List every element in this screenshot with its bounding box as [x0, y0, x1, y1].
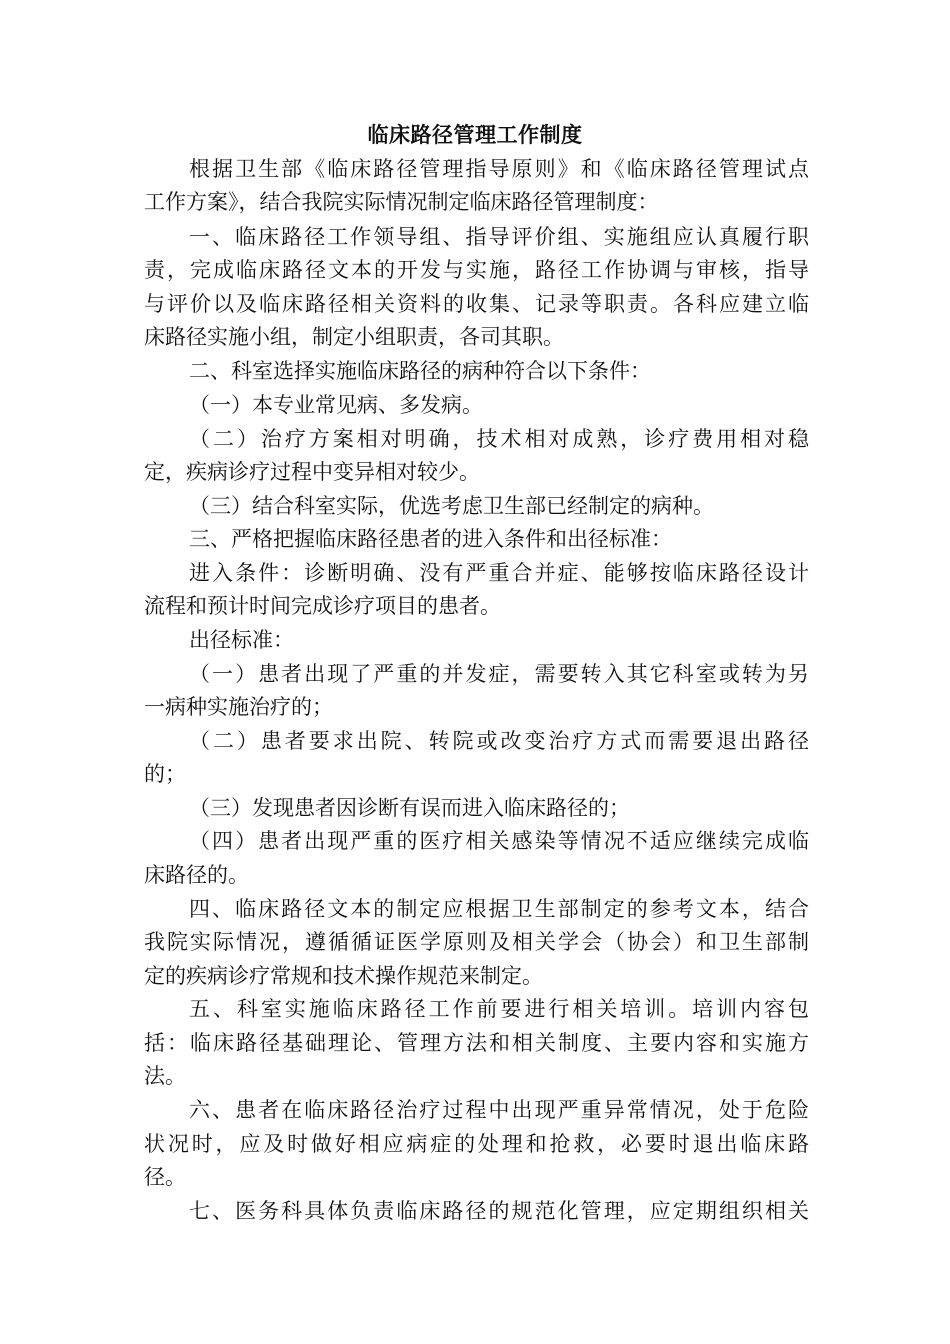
paragraph-line: 定的疾病诊疗常规和技术操作规范来制定。	[144, 964, 543, 988]
paragraph-line: 工作方案》，结合我院实际情况制定临床路径管理制度：	[144, 190, 659, 214]
paragraph-line: （二）治疗方案相对明确，技术相对成熟，诊疗费用相对稳	[189, 427, 809, 451]
paragraph-line: 根据卫生部《临床路径管理指导原则》和《临床路径管理试点	[189, 157, 809, 181]
paragraph-line: 五、科室实施临床路径工作前要进行相关培训。培训内容包	[189, 997, 809, 1021]
paragraph-line: 床路径实施小组，制定小组职责，各司其职。	[144, 325, 564, 349]
paragraph-line: 状况时，应及时做好相应病症的处理和抢救，必要时退出临床路	[144, 1132, 809, 1156]
paragraph-line: 出径标准：	[189, 628, 294, 652]
paragraph-line: 床路径的。	[144, 863, 249, 887]
paragraph-line: （二）患者要求出院、转院或改变治疗方式而需要退出路径	[189, 729, 809, 753]
paragraph-line: 径。	[144, 1165, 186, 1189]
paragraph-line: 法。	[144, 1064, 186, 1088]
paragraph-line: 一病种实施治疗的；	[144, 695, 333, 719]
paragraph-line: （三）结合科室实际，优选考虑卫生部已经制定的病种。	[189, 494, 714, 518]
paragraph-line: 括：临床路径基础理论、管理方法和相关制度、主要内容和实施方	[144, 1031, 809, 1055]
paragraph-line: （一）患者出现了严重的并发症，需要转入其它科室或转为另	[189, 662, 809, 686]
paragraph-line: （一）本专业常见病、多发病。	[189, 393, 483, 417]
paragraph-line: （四）患者出现严重的医疗相关感染等情况不适应继续完成临	[189, 829, 809, 853]
paragraph-line: 六、患者在临床路径治疗过程中出现严重异常情况，处于危险	[189, 1098, 809, 1122]
paragraph-line: 七、医务科具体负责临床路径的规范化管理，应定期组织相关	[189, 1199, 809, 1223]
paragraph-line: （三）发现患者因诊断有误而进入临床路径的；	[189, 796, 630, 820]
paragraph-line: 的；	[144, 762, 186, 786]
page-title: 临床路径管理工作制度	[367, 123, 583, 147]
paragraph-line: 定，疾病诊疗过程中变异相对较少。	[144, 460, 480, 484]
paragraph-line: 三、严格把握临床路径患者的进入条件和出径标准：	[189, 527, 672, 551]
paragraph-line: 我院实际情况，遵循循证医学原则及相关学会（协会）和卫生部制	[144, 930, 809, 954]
paragraph-line: 进入条件：诊断明确、没有严重合并症、能够按临床路径设计	[189, 561, 809, 585]
paragraph-line: 责，完成临床路径文本的开发与实施，路径工作协调与审核，指导	[144, 258, 809, 282]
paragraph-line: 四、临床路径文本的制定应根据卫生部制定的参考文本，结合	[189, 897, 809, 921]
paragraph-line: 与评价以及临床路径相关资料的收集、记录等职责。各科应建立临	[144, 292, 809, 316]
paragraph-line: 流程和预计时间完成诊疗项目的患者。	[144, 594, 501, 618]
paragraph-line: 二、科室选择实施临床路径的病种符合以下条件：	[189, 359, 651, 383]
paragraph-line: 一、临床路径工作领导组、指导评价组、实施组应认真履行职	[189, 225, 809, 249]
